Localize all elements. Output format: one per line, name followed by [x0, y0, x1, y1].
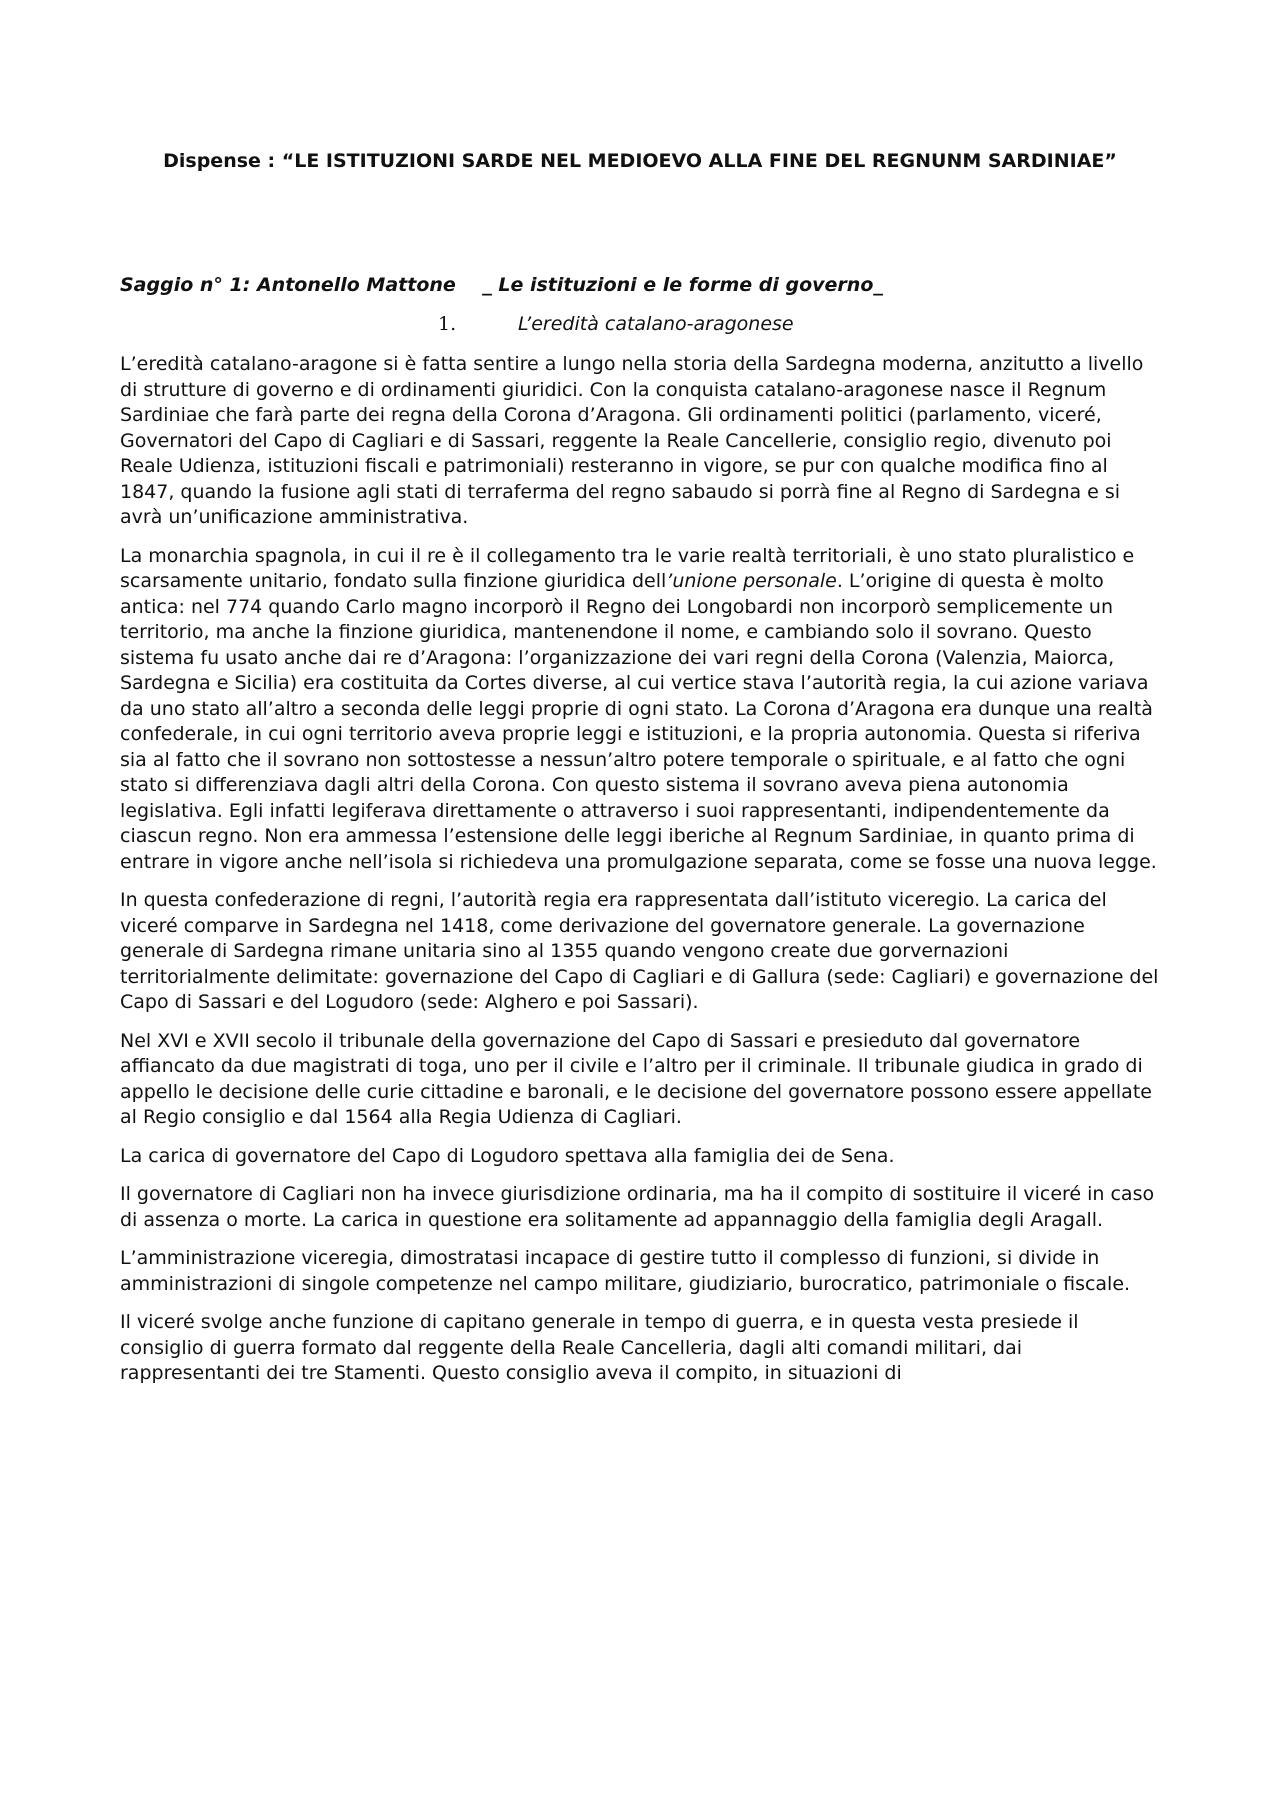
paragraph-viceregio: In questa confederazione di regni, l’autorità regia era rappresentata dall’istituto viceregio. La carica del viceré comparve in Sardegna nel 1418, come derivazione del governatore generale. La governazione generale di Sardegna rimane unitaria sino al 1355 quando vengono create due gorvernazioni territorialmente delimitate: governazione del Capo di Cagliari e di Gallura (sede: Cagliari) e governazione del Capo di Sassari e del Logudoro (sede: Alghero e poi Sassari). — [120, 889, 1159, 1013]
paragraph-monarchia — [120, 544, 1160, 876]
section-heading — [120, 311, 1160, 338]
paragraph-governatore-cagliari: Il governatore di Cagliari non ha invece giurisdizione ordinaria, ma ha il compito di sostituire il viceré in caso di assenza o morte. La carica in questione era solitamente ad appannaggio della famiglia degli Aragall. — [120, 1183, 1155, 1231]
paragraph-eredita: L’eredità catalano-aragone si è fatta sentire a lungo nella storia della Sardegna moderna, anzitutto a livello di strutture di governo e di ordinamenti giuridici. Con la conquista catalano-aragonese nasce il Regnum Sardiniae che farà parte dei regna della Corona d’Aragona. Gli ordinamenti politici (parlamento, viceré, Governatori del Capo di Cagliari e di Sassari, reggente la Reale Cancellerie, consiglio regio, divenuto poi Reale Udienza, istituzioni fiscali e patrimoniali) resteranno in vigore, se pur con qualche modifica fino al 1847, quando la fusione agli stati di terraferma del regno sabaudo si porrà fine al Regno di Sardegna e si avrà un’unificazione amministrativa. — [120, 353, 1144, 528]
paragraph-monarchia-continued: L’origine di questa è molto antica: nel 774 quando Carlo magno incorporò il Regno dei Longobardi non incorporò semplicemente un territorio, ma anche la finzione giuridica, mantenendone il nome, e cambiando solo il sovrano. Questo sistema fu usato anche dai re d’Aragona: l’organizzazione dei vari regni della Corona (Valenzia, Maiorca, Sardegna e Sicilia) era costituita da Cortes diverse, al cui vertice stava l’autorità regia, la cui azione variava da uno stato all’altro a seconda delle leggi proprie di ogni stato. La Corona d’Aragona era dunque una realtà confederale, in cui ogni territorio aveva proprie leggi e istituzioni, e la propria autonomia. Questa si riferiva sia al fatto che il sovrano non sottostesse a nessun’altro potere temporale o spirituale, e al fatto che ogni stato si differenziava dagli altri della Corona. Con questo sistema il sovrano aveva piena autonomia legislativa. Egli infatti legiferava direttamente o attraverso i suoi rappresentanti, indipendentemente da ciascun regno. Non era ammessa l’estensione delle leggi iberiche al Regnum Sardiniae, in quanto prima di entrare in vigore anche nell’isola si richiedeva una promulgazione separata, come se fosse una nuova legge. — [120, 570, 1157, 873]
paragraph-monarchia-text: La monarchia spagnola, in cui il re è il collegamento tra le varie realtà territoriali, è uno stato pluralistico e scarsamente unitario, fondato sulla finzione giuridica dell — [120, 544, 1135, 592]
section-title: L’eredità catalano-aragonese — [518, 313, 794, 335]
paragraph-de-sena: La carica di governatore del Capo di Logudoro spettava alla famiglia dei de Sena. — [120, 1144, 895, 1167]
paragraph-amministrazione: L’amministrazione viceregia, dimostratasi incapace di gestire tutto il complesso di funzioni, si divide in amministrazioni di singole competenze nel campo militare, giudiziario, burocratico, patrimoniale o fiscale. — [120, 1247, 1131, 1295]
paragraph-tribunale: Nel XVI e XVII secolo il tribunale della governazione del Capo di Sassari e presieduto dal governatore affiancato da due magistrati di toga, uno per il civile e l’altro per il criminale. Il tribunale giudica in grado di appello le decisione delle curie cittadine e baronali, e le decisione del governatore possono essere appellate al Regio consiglio e dal 1564 alla Regia Udienza di Cagliari. — [120, 1029, 1152, 1128]
unione-personale-term: ’unione personale — [666, 570, 837, 592]
paragraph-capitano-generale: Il viceré svolge anche funzione di capitano generale in tempo di guerra, e in questa vesta presiede il consiglio di guerra formato dal reggente della Reale Cancelleria, dagli alti comandi militari, dai rappresentanti dei tre Stamenti. Questo consiglio aveva il compito, in situazioni di — [120, 1311, 1079, 1384]
document-page — [120, 148, 1160, 1400]
paragraph-monarchia-end: . — [836, 570, 843, 592]
section-number: 1. — [438, 313, 457, 335]
document-title: Dispense : “LE ISTITUZIONI SARDE NEL MEDIOEVO ALLA FINE DEL REGNUNM SARDINIAE” — [163, 150, 1117, 172]
essay-heading: Saggio n° 1: Antonello Mattone _ Le istituzioni e le forme di governo_ — [120, 274, 883, 296]
